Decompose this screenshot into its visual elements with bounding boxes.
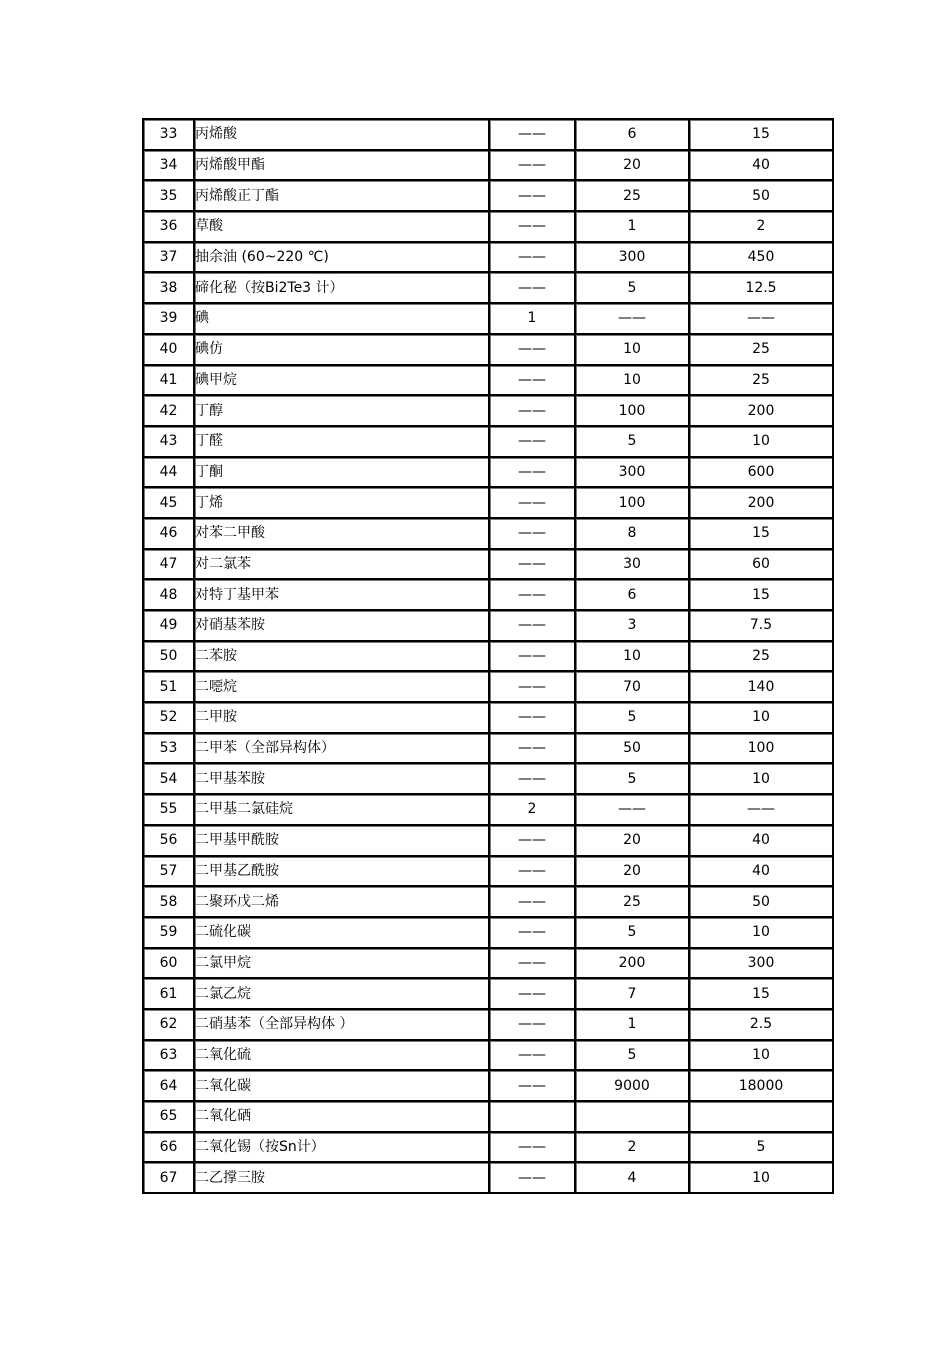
pc-twa-value-cell: 8 — [576, 519, 690, 550]
pc-stel-value-cell: 40 — [690, 151, 834, 182]
substance-name-cell: 丁醛 — [195, 427, 490, 458]
row-number-cell: 46 — [144, 519, 195, 550]
row-number-cell: 40 — [144, 335, 195, 366]
mac-value-cell: —— — [490, 181, 576, 212]
pc-stel-value-cell: 10 — [690, 427, 834, 458]
pc-twa-value-cell: —— — [576, 795, 690, 826]
substance-name-cell: 二甲胺 — [195, 703, 490, 734]
row-number-cell: 41 — [144, 366, 195, 397]
substance-name-cell: 二甲苯（全部异构体） — [195, 734, 490, 765]
table-row — [144, 335, 834, 366]
mac-value-cell: —— — [490, 519, 576, 550]
mac-value-cell: —— — [490, 826, 576, 857]
mac-value-cell: —— — [490, 335, 576, 366]
mac-value-cell: —— — [490, 120, 576, 151]
row-number-cell: 55 — [144, 795, 195, 826]
table-row — [144, 857, 834, 888]
mac-value-cell: —— — [490, 1163, 576, 1194]
pc-twa-value-cell: 5 — [576, 764, 690, 795]
mac-value-cell: —— — [490, 151, 576, 182]
pc-twa-value-cell: —— — [576, 304, 690, 335]
row-number-cell: 35 — [144, 181, 195, 212]
pc-twa-value-cell: 4 — [576, 1163, 690, 1194]
pc-twa-value-cell: 30 — [576, 550, 690, 581]
substance-name-cell: 丁醇 — [195, 396, 490, 427]
table-row — [144, 427, 834, 458]
table-row — [144, 1010, 834, 1041]
pc-stel-value-cell: 10 — [690, 918, 834, 949]
pc-twa-value-cell: 6 — [576, 120, 690, 151]
table-row — [144, 1163, 834, 1194]
table-row — [144, 243, 834, 274]
substance-name-cell: 丁烯 — [195, 488, 490, 519]
pc-stel-value-cell: 5 — [690, 1133, 834, 1164]
pc-twa-value-cell: 6 — [576, 580, 690, 611]
pc-stel-value-cell: 50 — [690, 181, 834, 212]
row-number-cell: 36 — [144, 212, 195, 243]
pc-stel-value-cell: 15 — [690, 120, 834, 151]
substance-name-cell: 二氧化硫 — [195, 1041, 490, 1072]
pc-stel-value-cell: 10 — [690, 703, 834, 734]
substance-name-cell: 对苯二甲酸 — [195, 519, 490, 550]
pc-stel-value-cell: —— — [690, 795, 834, 826]
pc-twa-value-cell: 5 — [576, 427, 690, 458]
mac-value-cell: —— — [490, 887, 576, 918]
mac-value-cell: —— — [490, 458, 576, 489]
row-number-cell: 44 — [144, 458, 195, 489]
mac-value-cell: 1 — [490, 304, 576, 335]
pc-twa-value-cell: 5 — [576, 918, 690, 949]
row-number-cell: 37 — [144, 243, 195, 274]
table-row — [144, 611, 834, 642]
pc-stel-value-cell: 25 — [690, 642, 834, 673]
table-row — [144, 1133, 834, 1164]
pc-stel-value-cell: 7.5 — [690, 611, 834, 642]
pc-twa-value-cell: 25 — [576, 887, 690, 918]
row-number-cell: 47 — [144, 550, 195, 581]
substance-name-cell: 二氧化碳 — [195, 1071, 490, 1102]
pc-twa-value-cell: 1 — [576, 212, 690, 243]
substance-name-cell: 二甲基苯胺 — [195, 764, 490, 795]
row-number-cell: 63 — [144, 1041, 195, 1072]
row-number-cell: 34 — [144, 151, 195, 182]
pc-stel-value-cell: 10 — [690, 764, 834, 795]
pc-stel-value-cell: 200 — [690, 396, 834, 427]
row-number-cell: 48 — [144, 580, 195, 611]
pc-twa-value-cell: 5 — [576, 273, 690, 304]
table-row — [144, 519, 834, 550]
substance-name-cell: 丁酮 — [195, 458, 490, 489]
table-row — [144, 580, 834, 611]
mac-value-cell: —— — [490, 1041, 576, 1072]
table-row — [144, 120, 834, 151]
mac-value-cell: —— — [490, 857, 576, 888]
substance-name-cell: 二聚环戊二烯 — [195, 887, 490, 918]
pc-stel-value-cell: 200 — [690, 488, 834, 519]
pc-twa-value-cell: 200 — [576, 949, 690, 980]
mac-value-cell — [490, 1102, 576, 1133]
table-row — [144, 949, 834, 980]
pc-stel-value-cell — [690, 1102, 834, 1133]
mac-value-cell: —— — [490, 427, 576, 458]
mac-value-cell: —— — [490, 979, 576, 1010]
table-row — [144, 642, 834, 673]
pc-stel-value-cell: 25 — [690, 366, 834, 397]
pc-twa-value-cell: 100 — [576, 488, 690, 519]
pc-stel-value-cell: 600 — [690, 458, 834, 489]
table-row — [144, 488, 834, 519]
mac-value-cell: —— — [490, 396, 576, 427]
row-number-cell: 65 — [144, 1102, 195, 1133]
substance-name-cell: 丙烯酸正丁酯 — [195, 181, 490, 212]
row-number-cell: 64 — [144, 1071, 195, 1102]
mac-value-cell: —— — [490, 488, 576, 519]
table-row — [144, 918, 834, 949]
row-number-cell: 60 — [144, 949, 195, 980]
row-number-cell: 59 — [144, 918, 195, 949]
pc-twa-value-cell: 20 — [576, 151, 690, 182]
substance-name-cell: 二甲基二氯硅烷 — [195, 795, 490, 826]
substance-name-cell: 二甲基甲酰胺 — [195, 826, 490, 857]
substance-name-cell: 二氧化锡（按Sn计） — [195, 1133, 490, 1164]
pc-stel-value-cell: 40 — [690, 826, 834, 857]
substance-name-cell: 对硝基苯胺 — [195, 611, 490, 642]
substance-name-cell: 二硝基苯（全部异构体 ） — [195, 1010, 490, 1041]
table-row — [144, 1071, 834, 1102]
substance-name-cell: 碘甲烷 — [195, 366, 490, 397]
table-row — [144, 458, 834, 489]
substance-name-cell: 碲化秘（按Bi2Te3 计） — [195, 273, 490, 304]
mac-value-cell: —— — [490, 672, 576, 703]
mac-value-cell: 2 — [490, 795, 576, 826]
table-body — [144, 120, 834, 1194]
row-number-cell: 54 — [144, 764, 195, 795]
row-number-cell: 53 — [144, 734, 195, 765]
pc-twa-value-cell: 70 — [576, 672, 690, 703]
substance-name-cell: 丙烯酸甲酯 — [195, 151, 490, 182]
substance-name-cell: 二氯甲烷 — [195, 949, 490, 980]
pc-twa-value-cell: 20 — [576, 826, 690, 857]
substance-name-cell: 碘仿 — [195, 335, 490, 366]
mac-value-cell: —— — [490, 642, 576, 673]
table-row — [144, 304, 834, 335]
substance-name-cell: 碘 — [195, 304, 490, 335]
pc-twa-value-cell: 20 — [576, 857, 690, 888]
pc-stel-value-cell: 12.5 — [690, 273, 834, 304]
table-row — [144, 703, 834, 734]
mac-value-cell: —— — [490, 580, 576, 611]
row-number-cell: 45 — [144, 488, 195, 519]
mac-value-cell: —— — [490, 611, 576, 642]
table-row — [144, 1102, 834, 1133]
table-row — [144, 734, 834, 765]
pc-stel-value-cell: 300 — [690, 949, 834, 980]
pc-twa-value-cell: 300 — [576, 458, 690, 489]
row-number-cell: 58 — [144, 887, 195, 918]
row-number-cell: 56 — [144, 826, 195, 857]
mac-value-cell: —— — [490, 1133, 576, 1164]
pc-stel-value-cell: 2.5 — [690, 1010, 834, 1041]
pc-twa-value-cell: 9000 — [576, 1071, 690, 1102]
mac-value-cell: —— — [490, 703, 576, 734]
pc-stel-value-cell: 10 — [690, 1163, 834, 1194]
pc-stel-value-cell: —— — [690, 304, 834, 335]
pc-stel-value-cell: 2 — [690, 212, 834, 243]
mac-value-cell: —— — [490, 550, 576, 581]
substance-name-cell: 二噁烷 — [195, 672, 490, 703]
pc-twa-value-cell: 10 — [576, 335, 690, 366]
row-number-cell: 52 — [144, 703, 195, 734]
row-number-cell: 43 — [144, 427, 195, 458]
row-number-cell: 49 — [144, 611, 195, 642]
mac-value-cell: —— — [490, 212, 576, 243]
substance-name-cell: 抽余油 (60~220 ℃) — [195, 243, 490, 274]
row-number-cell: 61 — [144, 979, 195, 1010]
pc-twa-value-cell: 25 — [576, 181, 690, 212]
mac-value-cell: —— — [490, 734, 576, 765]
row-number-cell: 50 — [144, 642, 195, 673]
substance-name-cell: 二甲基乙酰胺 — [195, 857, 490, 888]
mac-value-cell: —— — [490, 366, 576, 397]
pc-stel-value-cell: 18000 — [690, 1071, 834, 1102]
pc-twa-value-cell: 100 — [576, 396, 690, 427]
pc-stel-value-cell: 450 — [690, 243, 834, 274]
substance-name-cell: 对二氯苯 — [195, 550, 490, 581]
row-number-cell: 62 — [144, 1010, 195, 1041]
substance-name-cell: 二乙撑三胺 — [195, 1163, 490, 1194]
pc-stel-value-cell: 15 — [690, 519, 834, 550]
pc-twa-value-cell: 7 — [576, 979, 690, 1010]
table-row — [144, 887, 834, 918]
pc-twa-value-cell — [576, 1102, 690, 1133]
row-number-cell: 67 — [144, 1163, 195, 1194]
table-row — [144, 764, 834, 795]
pc-stel-value-cell: 40 — [690, 857, 834, 888]
pc-twa-value-cell: 50 — [576, 734, 690, 765]
row-number-cell: 39 — [144, 304, 195, 335]
substance-name-cell: 二硫化碳 — [195, 918, 490, 949]
table-row — [144, 181, 834, 212]
table-row — [144, 1041, 834, 1072]
substance-name-cell: 丙烯酸 — [195, 120, 490, 151]
substance-name-cell: 二苯胺 — [195, 642, 490, 673]
mac-value-cell: —— — [490, 949, 576, 980]
pc-stel-value-cell: 25 — [690, 335, 834, 366]
mac-value-cell: —— — [490, 764, 576, 795]
pc-twa-value-cell: 10 — [576, 366, 690, 397]
row-number-cell: 57 — [144, 857, 195, 888]
row-number-cell: 33 — [144, 120, 195, 151]
pc-stel-value-cell: 100 — [690, 734, 834, 765]
table-row — [144, 826, 834, 857]
table-row — [144, 795, 834, 826]
mac-value-cell: —— — [490, 273, 576, 304]
pc-twa-value-cell: 10 — [576, 642, 690, 673]
pc-stel-value-cell: 15 — [690, 580, 834, 611]
mac-value-cell: —— — [490, 1010, 576, 1041]
substance-name-cell: 二氯乙烷 — [195, 979, 490, 1010]
row-number-cell: 66 — [144, 1133, 195, 1164]
table-row — [144, 396, 834, 427]
table-row — [144, 366, 834, 397]
table-row — [144, 550, 834, 581]
pc-stel-value-cell: 10 — [690, 1041, 834, 1072]
row-number-cell: 51 — [144, 672, 195, 703]
pc-stel-value-cell: 140 — [690, 672, 834, 703]
substance-name-cell: 对特丁基甲苯 — [195, 580, 490, 611]
pc-twa-value-cell: 1 — [576, 1010, 690, 1041]
pc-twa-value-cell: 5 — [576, 1041, 690, 1072]
mac-value-cell: —— — [490, 243, 576, 274]
row-number-cell: 42 — [144, 396, 195, 427]
pc-twa-value-cell: 3 — [576, 611, 690, 642]
row-number-cell: 38 — [144, 273, 195, 304]
table-row — [144, 979, 834, 1010]
exposure-limits-table — [142, 118, 834, 1194]
table-row — [144, 151, 834, 182]
pc-stel-value-cell: 15 — [690, 979, 834, 1010]
pc-stel-value-cell: 50 — [690, 887, 834, 918]
pc-stel-value-cell: 60 — [690, 550, 834, 581]
substance-name-cell: 草酸 — [195, 212, 490, 243]
substance-name-cell: 二氧化硒 — [195, 1102, 490, 1133]
pc-twa-value-cell: 5 — [576, 703, 690, 734]
mac-value-cell: —— — [490, 918, 576, 949]
mac-value-cell: —— — [490, 1071, 576, 1102]
table-row — [144, 672, 834, 703]
table-row — [144, 273, 834, 304]
table-row — [144, 212, 834, 243]
pc-twa-value-cell: 2 — [576, 1133, 690, 1164]
pc-twa-value-cell: 300 — [576, 243, 690, 274]
